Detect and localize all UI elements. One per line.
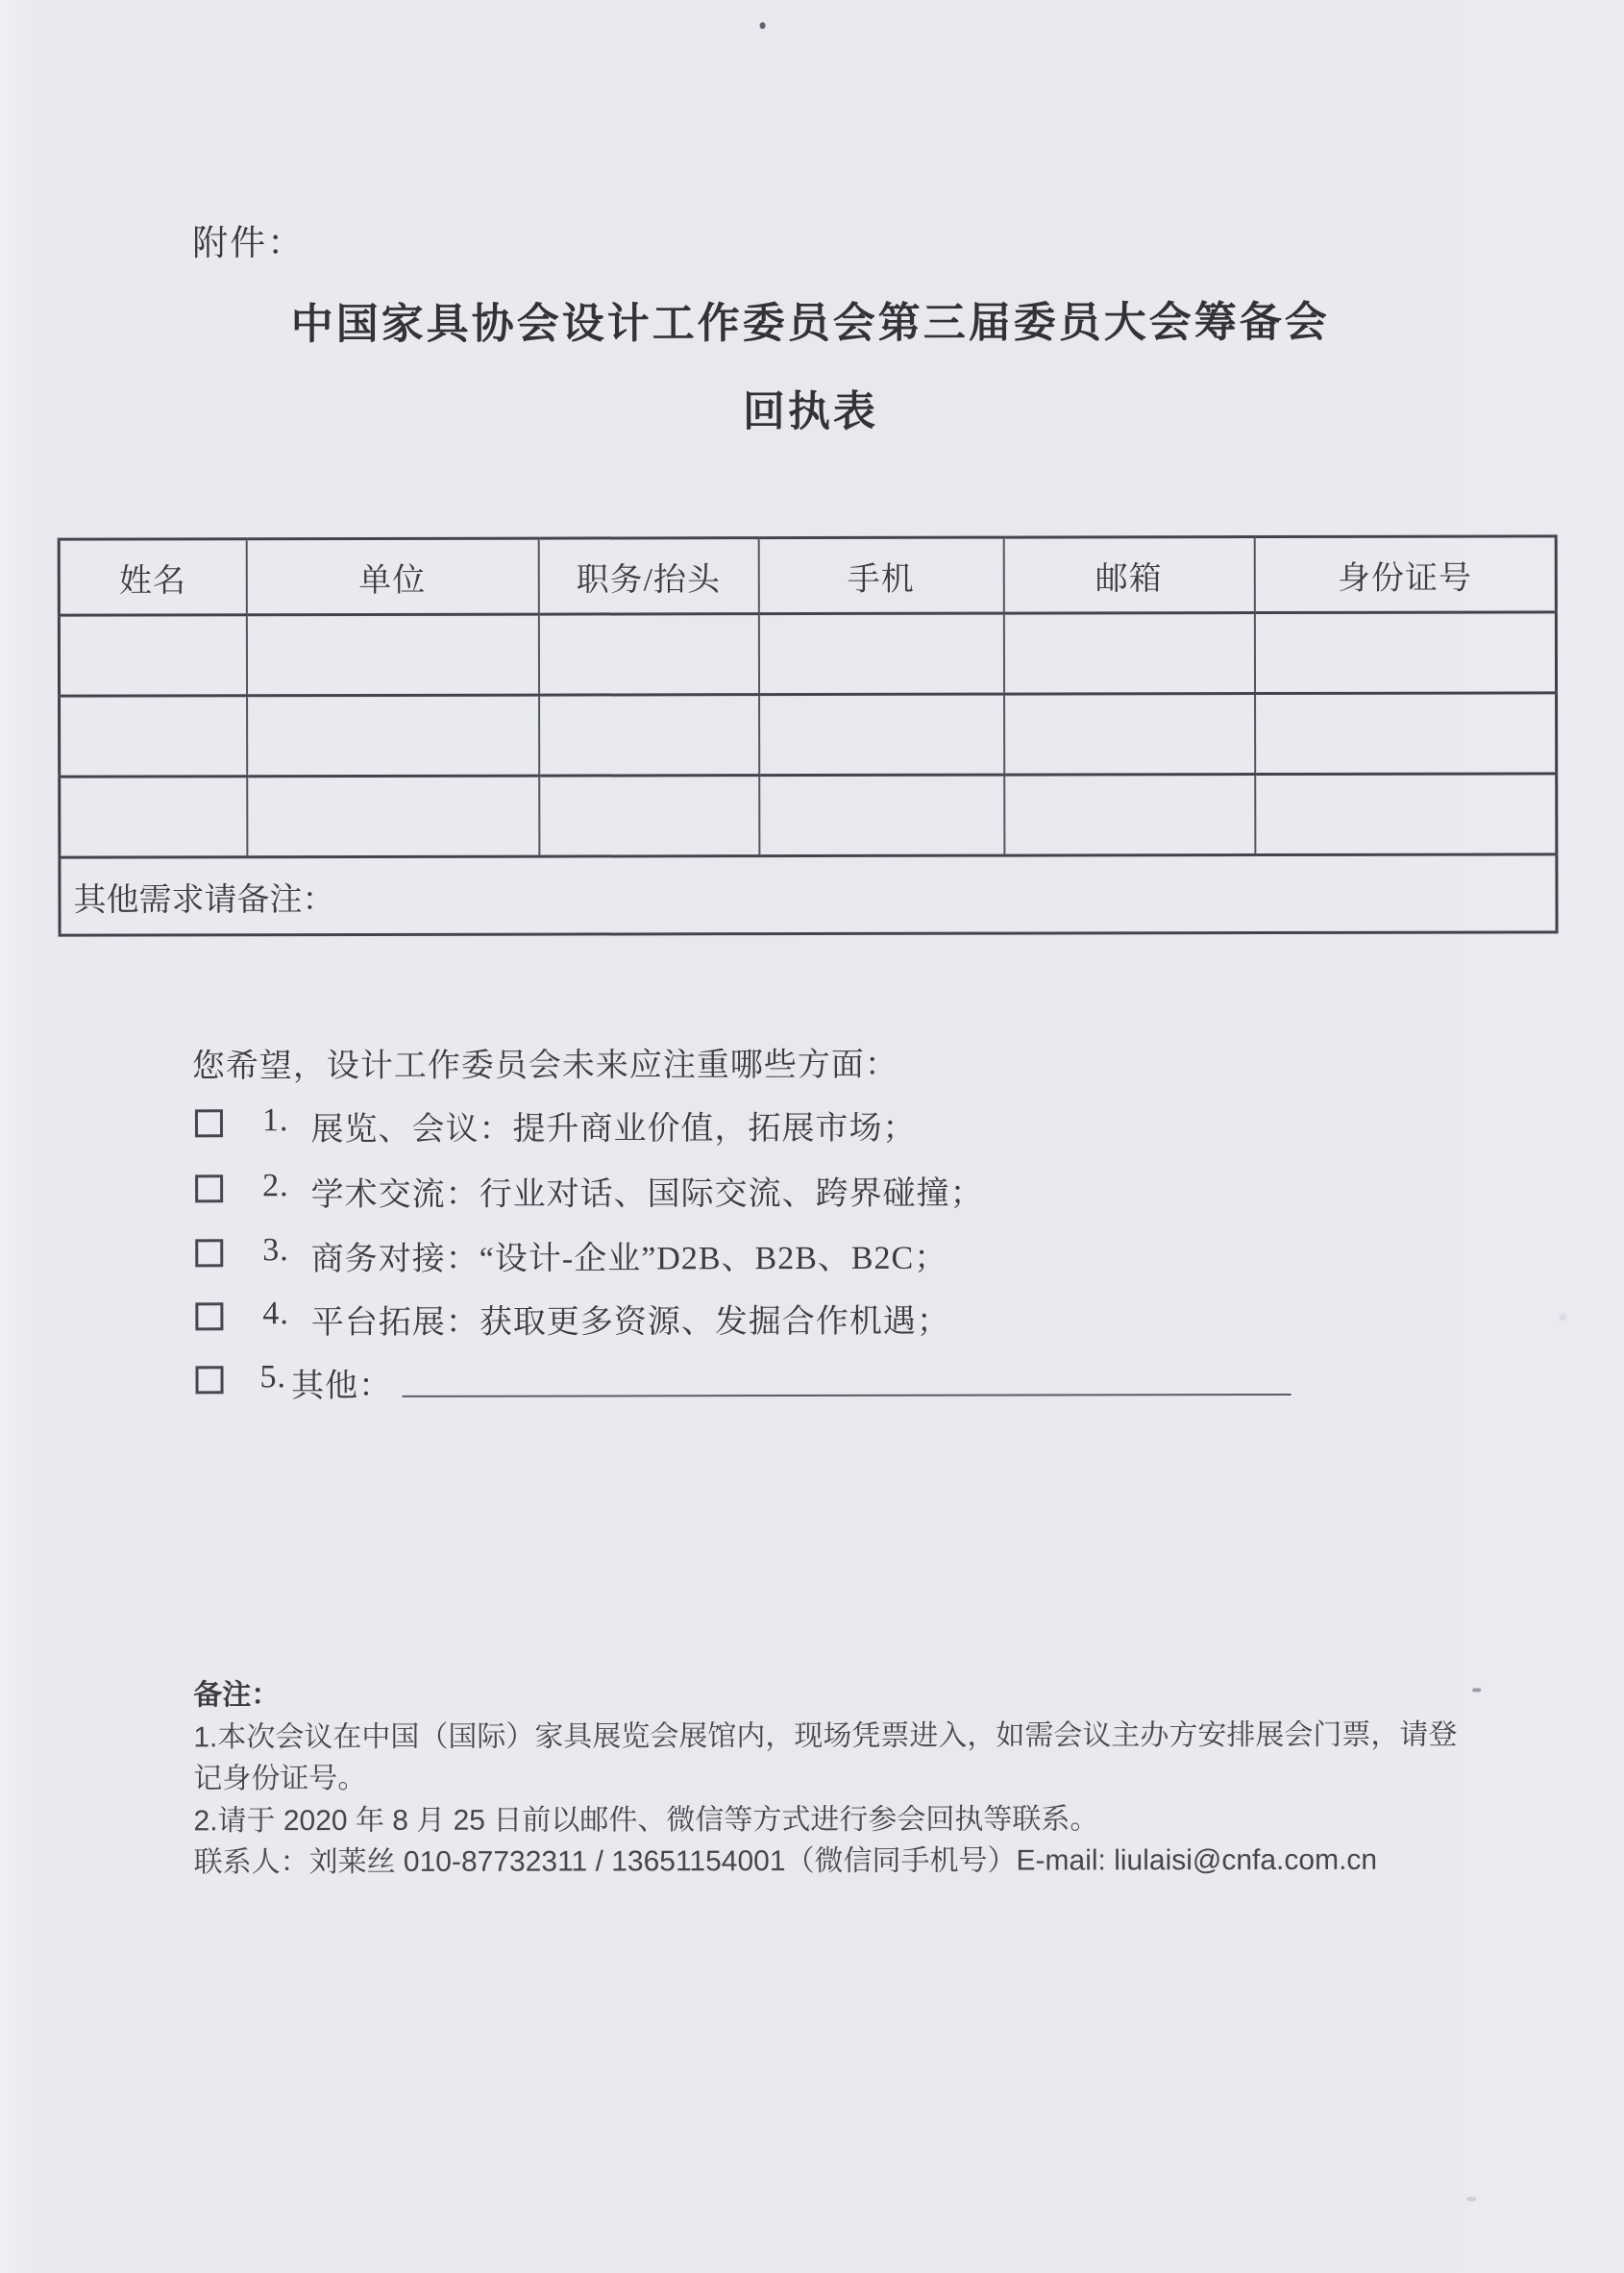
header-cell-email: 邮箱	[1003, 537, 1254, 614]
survey-question: 您希望，设计工作委员会未来应注重哪些方面：	[191, 1047, 898, 1085]
table-cell-empty[interactable]	[759, 775, 1004, 856]
reply-form-table	[58, 534, 1559, 936]
table-cell-empty[interactable]	[1255, 774, 1557, 855]
table-row	[60, 774, 1557, 857]
table-cell-empty[interactable]	[539, 695, 759, 776]
checkbox-option-2[interactable]	[195, 1174, 223, 1202]
survey-option-2	[195, 1167, 984, 1216]
header-cell-id-number: 身份证号	[1254, 536, 1556, 613]
checkbox-option-1[interactable]	[195, 1109, 223, 1137]
table-cell-empty[interactable]	[758, 613, 1003, 695]
table-row	[60, 693, 1557, 777]
checkbox-option-4[interactable]	[195, 1302, 223, 1330]
header-cell-name: 姓名	[59, 539, 246, 615]
form-subtitle: 回执表	[742, 387, 878, 436]
table-cell-empty[interactable]	[60, 777, 247, 857]
table-cell-empty[interactable]	[1254, 612, 1556, 694]
table-cell-empty[interactable]	[60, 696, 247, 777]
option-text: 其他：	[291, 1368, 393, 1405]
remark-line: 2.请于 2020 年 8 月 25 日前以邮件、微信等方式进行参会回执等联系。	[193, 1802, 1099, 1837]
attachment-label: 附件：	[192, 224, 306, 264]
survey-option-4	[195, 1295, 950, 1344]
header-cell-organization: 单位	[246, 538, 538, 615]
remark-line: 记身份证号。	[193, 1762, 367, 1795]
option-text: 平台拓展：获取更多资源、发掘合作机遇；	[310, 1303, 950, 1342]
option-text: 展览、会议：提升商业价值，拓展市场；	[310, 1110, 917, 1149]
table-row	[59, 612, 1556, 696]
other-needs-label[interactable]: 其他需求请备注：	[60, 854, 1557, 935]
table-cell-empty[interactable]	[59, 615, 246, 696]
remarks-section	[193, 1672, 1457, 1884]
scan-speck	[1466, 2197, 1476, 2202]
option-number: 1.	[261, 1102, 289, 1139]
table-cell-empty[interactable]	[538, 614, 758, 695]
option-number: 3.	[262, 1232, 289, 1269]
table-cell-empty[interactable]	[1003, 613, 1254, 695]
survey-option-5	[195, 1357, 1291, 1406]
form-title: 中国家具协会设计工作委员会第三届委员大会筹备会	[290, 298, 1330, 349]
table-cell-empty[interactable]	[1004, 775, 1255, 856]
survey-option-3	[195, 1231, 947, 1280]
header-cell-mobile: 手机	[758, 537, 1003, 614]
checkbox-option-3[interactable]	[195, 1239, 223, 1267]
remark-line: 1.本次会议在中国（国际）家具展览会展馆内，现场凭票进入，如需会议主办方安排展会门票，请登	[193, 1718, 1458, 1753]
scan-speck	[1559, 1313, 1566, 1321]
table-cell-empty[interactable]	[247, 776, 539, 857]
option-number: 2.	[262, 1168, 289, 1204]
table-header-row	[59, 536, 1556, 615]
option-number: 5.	[259, 1359, 287, 1396]
option-text: 商务对接：“设计-企业”D2B、B2B、B2C；	[310, 1240, 948, 1278]
contact-line: 联系人：刘莱丝 010-87732311 / 13651154001（微信同手机号）E-mail: liulaisi@cnfa.com.cn	[193, 1843, 1378, 1879]
remarks-label: 备注：	[193, 1679, 281, 1712]
scan-speck	[1472, 1689, 1481, 1692]
table-note-row	[60, 854, 1557, 935]
table-cell-empty[interactable]	[1255, 693, 1557, 775]
table-cell-empty[interactable]	[246, 614, 538, 696]
header-cell-position: 职务/抬头	[538, 538, 758, 614]
table-cell-empty[interactable]	[759, 694, 1004, 776]
option-number: 4.	[262, 1296, 289, 1332]
survey-option-1	[195, 1101, 917, 1150]
other-fill-line[interactable]	[402, 1357, 1291, 1397]
table-cell-empty[interactable]	[1004, 694, 1255, 776]
scan-speck	[760, 22, 766, 29]
table-cell-empty[interactable]	[539, 776, 759, 856]
table-cell-empty[interactable]	[247, 695, 539, 777]
checkbox-option-5[interactable]	[195, 1366, 223, 1394]
option-text: 学术交流：行业对话、国际交流、跨界碰撞；	[310, 1175, 984, 1214]
